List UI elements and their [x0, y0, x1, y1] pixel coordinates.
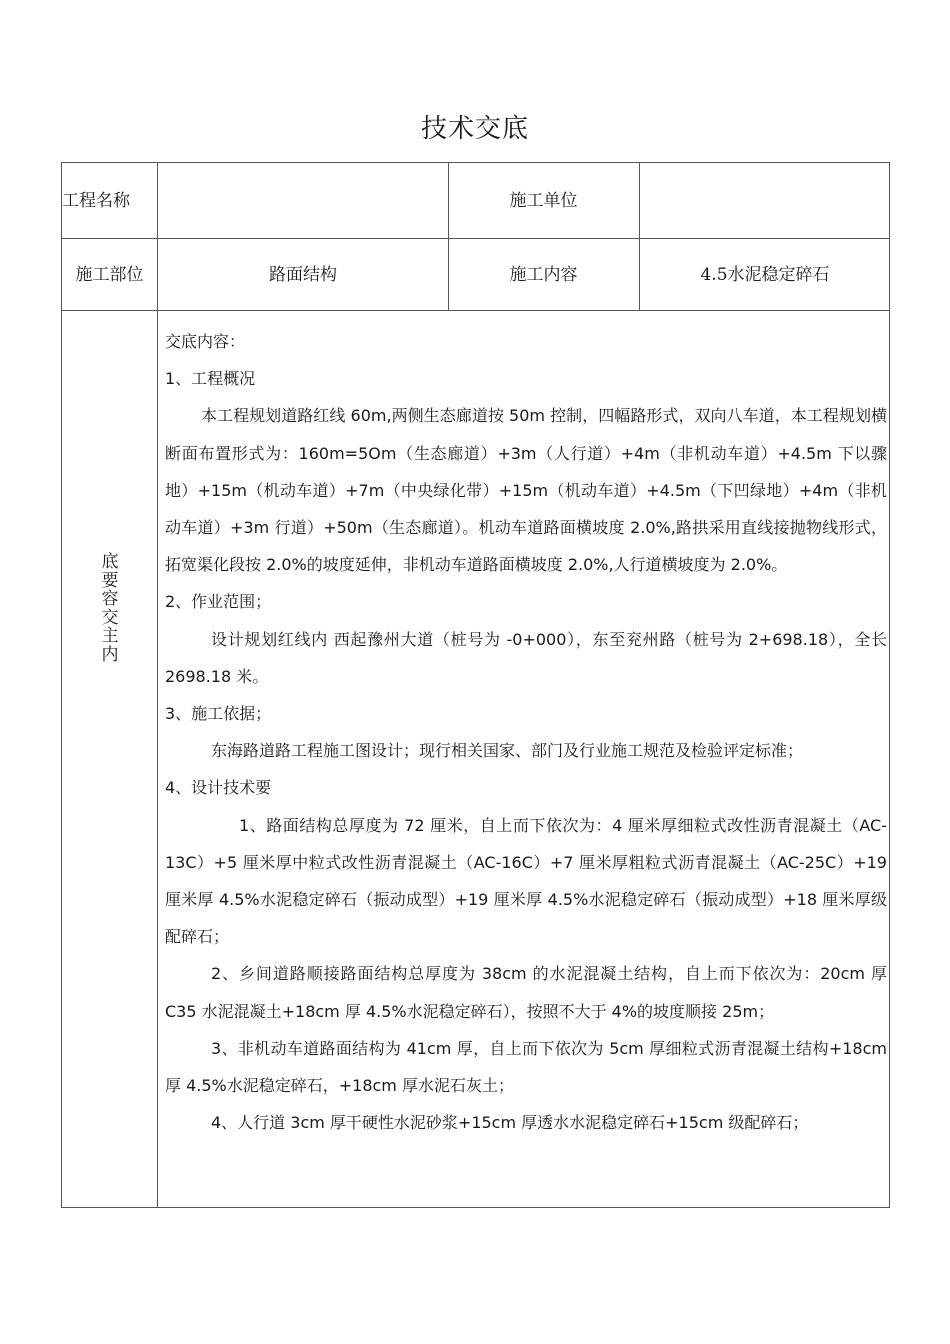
project-name-label: 工程名称	[62, 191, 130, 211]
section-4-item-2: 2、乡间道路顺接路面结构总厚度为 38cm 的水泥混凝土结构，自上而下依次为：20cm 厚 C35 水泥混凝土+18cm 厚 4.5%水泥稳定碎石），按照不大于 4%的坡度顺接 25m；	[165, 964, 887, 1021]
disclosure-content	[165, 323, 887, 1141]
construction-content-label: 施工内容	[509, 265, 578, 285]
content-intro: 交底内容：	[165, 332, 246, 351]
section-1-title: 1、工程概况	[165, 369, 256, 389]
document-title: 技术交底	[420, 114, 529, 144]
side-label-char: 交	[101, 607, 119, 628]
column-divider	[448, 163, 449, 310]
side-label-char: 要	[101, 570, 119, 591]
section-4-item-3: 3、非机动车道路面结构为 41cm 厚，自上而下依次为 5cm 厚细粒式沥青混凝土结构+18cm 厚 4.5%水泥稳定碎石，+18cm 厚水泥石灰土；	[165, 1038, 887, 1096]
disclosure-table	[61, 162, 890, 1208]
construction-part-value: 路面结构	[269, 265, 337, 285]
construction-content-value: 4.5水泥稳定碎石	[700, 265, 830, 285]
section-4-title: 4、设计技术要	[165, 778, 272, 798]
section-4-item-4: 4、人行道 3cm 厚干硬性水泥砂浆+15cm 厚透水水泥稳定碎石+15cm 级配碎石；	[211, 1113, 809, 1133]
construction-part-label: 施工部位	[75, 265, 144, 285]
section-3-title: 3、施工依据；	[165, 704, 272, 724]
row-divider	[62, 238, 889, 239]
construction-unit-label: 施工单位	[509, 191, 578, 211]
section-3-body: 东海路道路工程施工图设计；现行相关国家、部门及行业施工规范及检验评定标准；	[211, 741, 804, 761]
section-2-body: 设计规划红线内 西起豫州大道（桩号为 -0+000），东至兖州路（桩号为 2+698.18），全长 2698.18 米。	[165, 629, 887, 686]
row-divider	[62, 310, 889, 311]
side-label-char: 容	[101, 589, 119, 609]
disclosure-side-label	[90, 553, 130, 664]
side-label-char: 主	[101, 626, 119, 646]
section-2-title: 2、作业范围；	[165, 592, 272, 612]
side-label-char: 内	[101, 644, 119, 665]
section-4-item-1: 1、路面结构总厚度为 72 厘米，自上而下依次为：4 厘米厚细粒式改性沥青混凝土（AC-13C）+5 厘米厚中粒式改性沥青混凝土（AC-16C）+7 厘米厚粗粒式沥青混凝土（AC-25C）+19 厘米厚 4.5%水泥稳定碎石（振动成型）+19 厘米厚 4.5%水泥稳定碎石（振动成型）+18 厘米厚级配碎石；	[165, 815, 887, 947]
section-1-body: 本工程规划道路红线 60m,两侧生态廊道按 50m 控制，四幅路形式，双向八车道，本工程规划横断面布置形式为：160m=5Om（生态廊道）+3m（人行道）+4m（非机动车道）+4.5m 下以骤地）+15m（机动车道）+7m（中央绿化带）+15m（机动车道）+4.5m（下凹绿地）+4m（非机动车道）+3m 行道）+50m（生态廊道）。机动车道路面横坡度 2.0%,路拱采用直线接抛物线形式，拓宽渠化段按 2.0%的坡度延伸，非机动车道路面横坡度 2.0%,人行道横坡度为 2.0%。	[165, 406, 887, 575]
column-divider	[639, 163, 640, 310]
side-label-char: 底	[101, 552, 119, 572]
column-divider	[157, 163, 158, 1207]
